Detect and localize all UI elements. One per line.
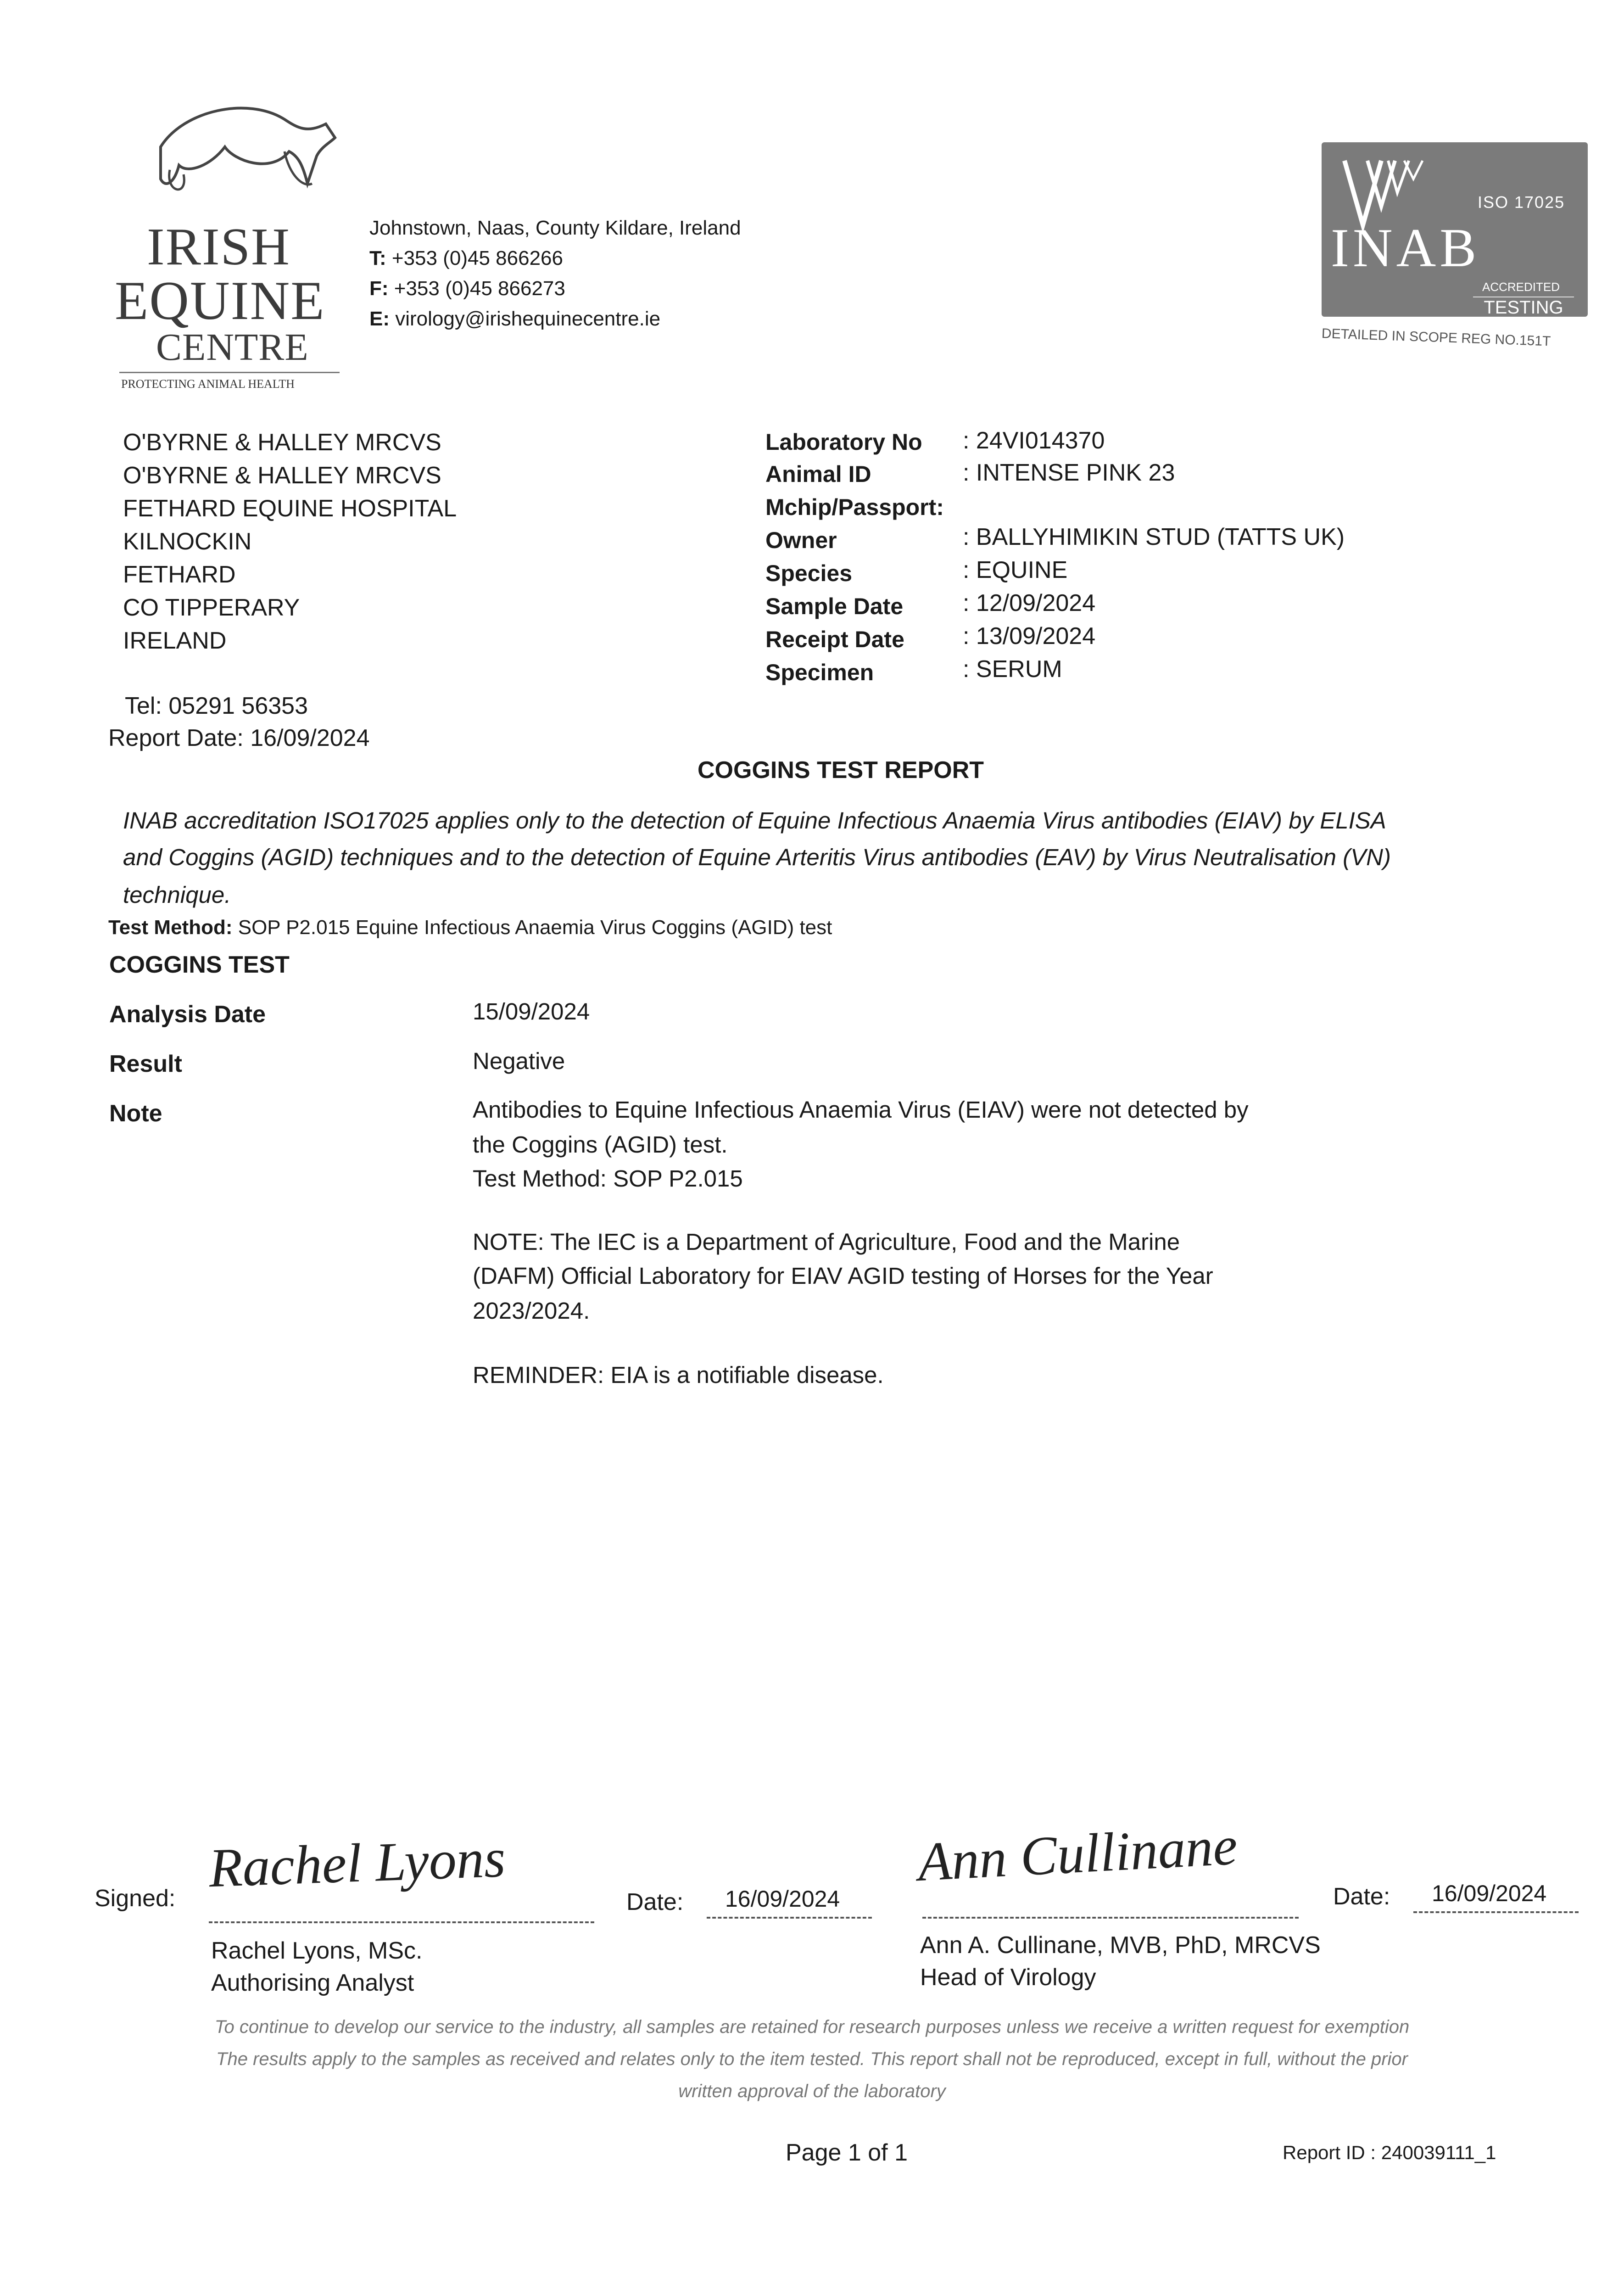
recipient-tel: Tel: 05291 56353	[125, 693, 308, 719]
report-id: Report ID : 240039111_1	[1283, 2142, 1496, 2163]
info-value: : INTENSE PINK 23	[963, 459, 1175, 486]
signer-2-name: Ann A. Cullinane, MVB, PhD, MRCVS	[920, 1932, 1321, 1959]
signer-1-role: Authorising Analyst	[211, 1970, 414, 1996]
info-label: Animal ID	[765, 461, 871, 487]
note2-line: NOTE: The IEC is a Department of Agriculture, Food and the Marine	[473, 1229, 1180, 1255]
test-method-label: Test Method:	[108, 916, 233, 939]
logo-divider	[119, 372, 340, 373]
signature-2: Ann Cullinane	[916, 1814, 1239, 1893]
disclaimer-line: The results apply to the samples as received and relates only to the item tested. This report shall not be reproduced, except in full, without the prior	[216, 2049, 1408, 2069]
note-line: Test Method: SOP P2.015	[473, 1165, 743, 1192]
info-label: Sample Date	[765, 593, 904, 619]
signature-1: Rachel Lyons	[207, 1827, 507, 1899]
badge-scope: DETAILED IN SCOPE REG NO.151T	[1321, 326, 1551, 349]
badge-brand: INAB	[1331, 217, 1480, 278]
section-title: COGGINS TEST	[109, 952, 290, 978]
recipient-line: O'BYRNE & HALLEY MRCVS	[123, 462, 441, 489]
signature-1-date: 16/09/2024	[725, 1886, 840, 1912]
logo-tagline: PROTECTING ANIMAL HEALTH	[121, 377, 295, 391]
signature-1-line	[209, 1921, 594, 1923]
horse-icon	[133, 92, 353, 220]
reminder: REMINDER: EIA is a notifiable disease.	[473, 1362, 884, 1388]
logo-line-3: CENTRE	[156, 326, 309, 369]
page-number: Page 1 of 1	[786, 2139, 908, 2166]
info-value: : 13/09/2024	[963, 623, 1096, 649]
signer-1-name: Rachel Lyons, MSc.	[211, 1937, 423, 1964]
recipient-line: FETHARD EQUINE HOSPITAL	[123, 495, 457, 522]
logo-line-1: IRISH	[147, 218, 290, 276]
badge-testing: TESTING	[1473, 297, 1574, 318]
statement-line: and Coggins (AGID) techniques and to the detection of Equine Arteritis Virus antibodies (EAV) by Virus Neutralisation (VN)	[123, 844, 1391, 870]
test-method-value: SOP P2.015 Equine Infectious Anaemia Virus Coggins (AGID) test	[238, 916, 832, 939]
logo-line-2: EQUINE	[115, 270, 325, 331]
info-label: Mchip/Passport:	[765, 494, 944, 520]
date-label-2: Date:	[1333, 1883, 1390, 1910]
date-1-line	[707, 1917, 872, 1919]
signer-2-role: Head of Virology	[920, 1964, 1096, 1991]
org-email: E: virology@irishequinecentre.ie	[369, 308, 661, 330]
recipient-line: IRELAND	[123, 627, 227, 654]
note2-line: (DAFM) Official Laboratory for EIAV AGID testing of Horses for the Year	[473, 1263, 1213, 1289]
info-label: Specimen	[765, 660, 874, 685]
test-method	[108, 916, 832, 939]
info-value: : 12/09/2024	[963, 590, 1096, 616]
info-label: Species	[765, 560, 853, 586]
statement-line: INAB accreditation ISO17025 applies only to the detection of Equine Infectious Anaemia Virus antibodies (EIAV) by ELISA	[123, 807, 1386, 834]
recipient-line: CO TIPPERARY	[123, 594, 300, 621]
result-value: Negative	[473, 1048, 565, 1074]
org-logo	[115, 92, 353, 404]
report-date: Report Date: 16/09/2024	[108, 725, 370, 751]
org-address: Johnstown, Naas, County Kildare, Ireland	[369, 217, 741, 239]
org-phone: T: +353 (0)45 866266	[369, 247, 563, 269]
info-value: : EQUINE	[963, 557, 1068, 583]
note-line: the Coggins (AGID) test.	[473, 1131, 728, 1158]
analysis-date-value: 15/09/2024	[473, 998, 590, 1024]
analysis-date-label: Analysis Date	[109, 1001, 266, 1028]
inab-badge	[1322, 142, 1588, 349]
signed-label: Signed:	[95, 1885, 176, 1912]
info-label: Owner	[765, 527, 837, 553]
report-title: COGGINS TEST REPORT	[698, 757, 984, 784]
badge-accredited: ACCREDITED	[1482, 280, 1560, 294]
info-value: : SERUM	[963, 656, 1062, 683]
note-label: Note	[109, 1100, 162, 1127]
statement-line: technique.	[123, 882, 231, 908]
info-value: : BALLYHIMIKIN STUD (TATTS UK)	[963, 524, 1345, 550]
note-line: Antibodies to Equine Infectious Anaemia Virus (EIAV) were not detected by	[473, 1097, 1249, 1123]
disclaimer-line: To continue to develop our service to the industry, all samples are retained for research purposes unless we receive a written request for exemption	[214, 2017, 1410, 2037]
badge-iso: ISO 17025	[1478, 193, 1565, 212]
recipient-line: KILNOCKIN	[123, 528, 252, 555]
date-label-1: Date:	[626, 1889, 684, 1915]
info-value: : 24VI014370	[963, 427, 1105, 454]
recipient-line: FETHARD	[123, 561, 236, 588]
info-label: Laboratory No	[765, 429, 922, 455]
disclaimer-line: written approval of the laboratory	[678, 2081, 946, 2101]
signature-2-date: 16/09/2024	[1432, 1881, 1547, 1906]
recipient-line: O'BYRNE & HALLEY MRCVS	[123, 429, 441, 456]
note2-line: 2023/2024.	[473, 1298, 590, 1324]
result-label: Result	[109, 1051, 182, 1077]
org-fax: F: +353 (0)45 866273	[369, 277, 565, 300]
signature-2-line	[922, 1917, 1299, 1919]
info-label: Receipt Date	[765, 627, 904, 652]
date-2-line	[1413, 1911, 1579, 1913]
